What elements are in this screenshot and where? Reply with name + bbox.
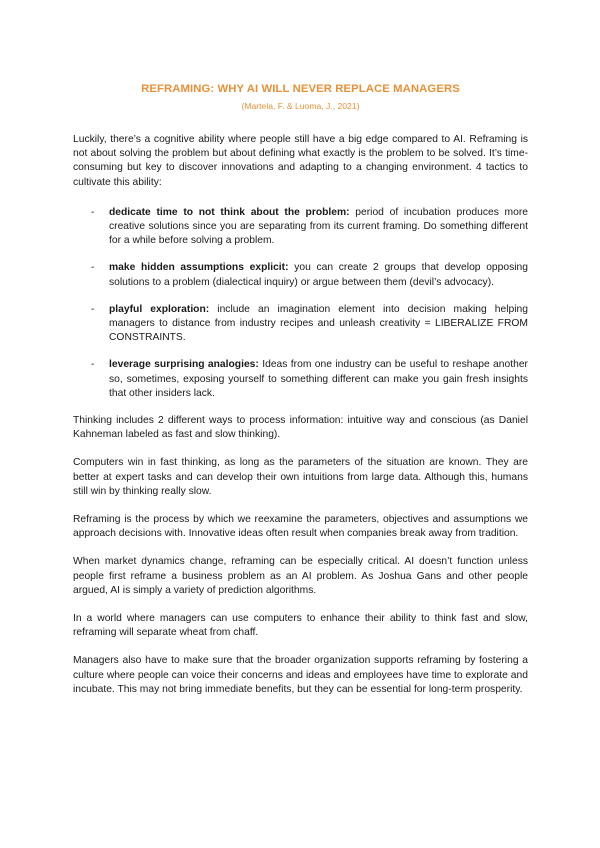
intro-paragraph: Luckily, there’s a cognitive ability where people still have a big edge compared to AI. Reframing is not about solving the problem but about defining what exactly is the problem to be solved. It’s time-consuming but key to discover innovations and adapting to a changing environment. 4 tactics to cultivate this ability: [73, 134, 528, 188]
tactic-term: leverage surprising analogies: [109, 359, 259, 371]
bullet-dash: - [91, 262, 95, 274]
body-paragraph: Managers also have to make sure that the broader organization supports reframing by fostering a culture where people can voice their concerns and ideas and employees have time to explorate and incubate. This may not bring immediate benefits, but they can be essential for long-term prosperity. [73, 655, 528, 695]
document-title: REFRAMING: WHY AI WILL NEVER REPLACE MANAGERS [141, 83, 460, 95]
body-paragraph: Computers win in fast thinking, as long as the parameters of the situation are known. They are better at expert tasks and can develop their own intuitions from large data. Although this, humans still win by thinking really slow. [73, 457, 528, 497]
body-paragraph: When market dynamics change, reframing can be especially critical. AI doesn’t function unless people first reframe a business problem as an AI problem. As Joshua Gans and other people argued, AI is simply a variety of prediction algorithms. [73, 556, 528, 596]
tactics-list [73, 206, 528, 401]
tactic-text: include an imagination element into decision making helping managers to distance from industry recipes and unleash creativity = LIBERALIZE FROM CONSTRAINTS. [109, 303, 528, 344]
tactic-term: playful exploration: [109, 303, 210, 315]
tactic-term: dedicate time to not think about the problem: [109, 206, 350, 218]
tactic-text: Ideas from one industry can be useful to reshape another so, sometimes, exposing yourself to something different can make you gain fresh insights that other insiders lack. [109, 359, 528, 399]
body-paragraph: In a world where managers can use computers to enhance their ability to think fast and slow, reframing will separate wheat from chaff. [73, 613, 528, 639]
tactic-item [73, 358, 528, 401]
body-paragraph: Thinking includes 2 different ways to process information: intuitive way and conscious (as Daniel Kahneman labeled as fast and slow thinking). [73, 415, 528, 441]
tactic-text: period of incubation produces more creative solutions since you are separating from its current framing. Do something different for a while before solving a problem. [109, 206, 528, 247]
body-paragraph: Reframing is the process by which we reexamine the parameters, objectives and assumptions we approach decisions with. Innovative ideas often result when companies break away from tradition. [73, 514, 528, 540]
tactic-item [73, 303, 528, 346]
tactic-item [73, 206, 528, 249]
bullet-dash: - [91, 303, 95, 315]
bullet-dash: - [91, 206, 95, 218]
bullet-dash: - [91, 359, 95, 371]
tactic-item [73, 261, 528, 289]
tactic-text: you can create 2 groups that develop opposing solutions to a problem (dialectical inquiry) or argue between them (devil’s advocacy). [109, 262, 528, 288]
tactic-term: make hidden assumptions explicit: [109, 262, 289, 274]
document-citation: (Martela, F. & Luoma, J., 2021) [241, 101, 360, 111]
document-page [73, 82, 528, 697]
